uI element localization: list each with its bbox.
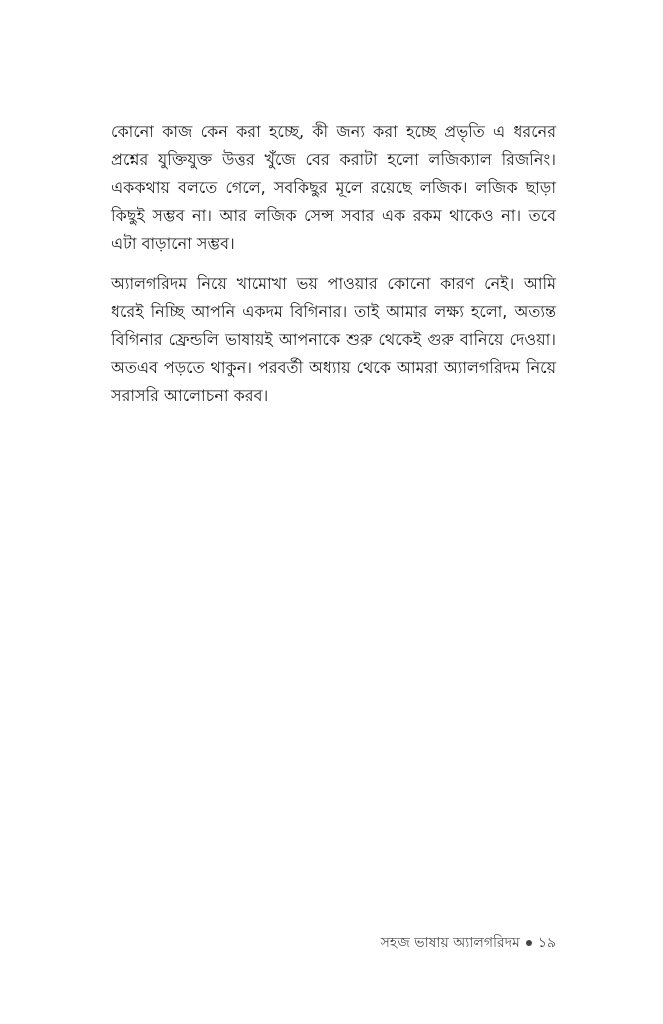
page-footer	[381, 931, 556, 955]
bullet-separator-icon	[526, 940, 532, 946]
paragraph-logical-reasoning: কোনো কাজ কেন করা হচ্ছে, কী জন্য করা হচ্ছে প্রভৃতি এ ধরনের প্রশ্নের যুক্তিযুক্ত উত্তর খুঁজে বের করাটা হলো লজিক্যাল রিজনিং। এককথায় বলতে গেলে, সবকিছুর মূলে রয়েছে লজিক। লজিক ছাড়া কিছুই সম্ভব না। আর লজিক সেন্স সবার এক রকম থাকেও না। তবে এটা বাড়ানো সম্ভব।	[111, 122, 556, 253]
running-title: সহজ ভাষায় অ্যালগরিদম	[380, 935, 520, 951]
page-number: ১৯	[537, 935, 556, 951]
body-text	[111, 118, 556, 410]
paragraph-algorithm-intro: অ্যালগরিদম নিয়ে খামোখা ভয় পাওয়ার কোনো কারণ নেই। আমি ধরেই নিচ্ছি আপনি একদম বিগিনার। তাই আমার লক্ষ্য হলো, অত্যন্ত বিগিনার ফ্রেন্ডলি ভাষায়ই আপনাকে শুরু থেকেই গুরু বানিয়ে দেওয়া। অতএব পড়তে থাকুন। পরবর্তী অধ্যায় থেকে আমরা অ্যালগরিদম নিয়ে সরাসরি আলোচনা করব।	[111, 274, 556, 405]
